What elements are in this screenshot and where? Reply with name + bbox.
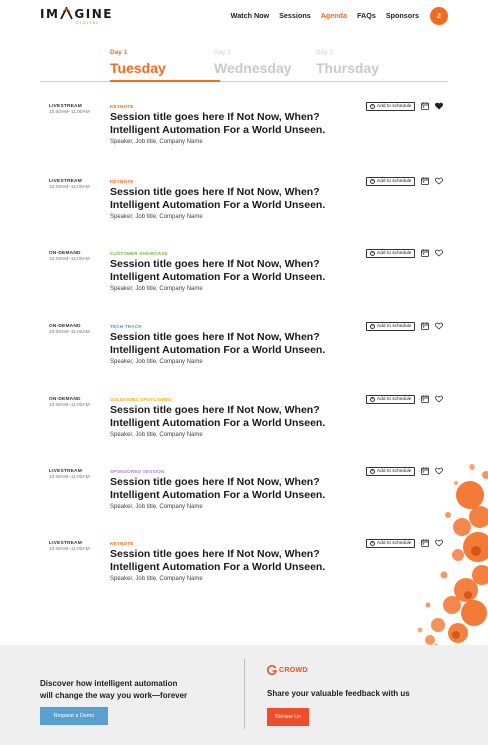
session-actions — [366, 248, 443, 258]
nav-sponsors[interactable]: Sponsors — [385, 11, 419, 20]
add-to-schedule-label: Add to schedule — [377, 250, 412, 256]
heart-icon[interactable] — [435, 249, 443, 257]
g2-icon — [267, 665, 277, 675]
session-speaker: Speaker, Job title, Company Name — [110, 214, 203, 220]
session-item — [0, 251, 488, 311]
heart-icon[interactable] — [435, 102, 443, 110]
session-title-line: Session title goes here If Not Now, When? — [110, 548, 320, 560]
demo-cta-title — [40, 678, 240, 702]
feedback-title: Share your valuable feedback with us — [267, 689, 410, 698]
demo-cta-line: Discover how intelligent automation — [40, 679, 178, 688]
session-title[interactable] — [110, 258, 340, 284]
session-type: ON-DEMAND — [49, 324, 81, 329]
plus-circle-icon: + — [371, 468, 374, 473]
session-title-line: Session title goes here If Not Now, When? — [110, 186, 320, 198]
footer-cta — [0, 645, 488, 745]
nav-sessions[interactable]: Sessions — [279, 11, 311, 20]
session-title-line: Intelligent Automation For a World Unseen. — [110, 489, 326, 501]
session-actions — [366, 321, 443, 331]
session-title[interactable] — [110, 331, 340, 357]
calendar-icon[interactable] — [421, 249, 429, 257]
add-to-schedule-label: Add to schedule — [377, 323, 412, 329]
calendar-icon[interactable] — [421, 102, 429, 110]
nav-faqs[interactable]: FAQs — [357, 11, 376, 20]
nav-watch-now[interactable]: Watch Now — [230, 11, 270, 20]
tab-day-label: Day 2 — [214, 49, 231, 56]
tab-day-name: Wednesday — [214, 60, 292, 76]
session-time: 10:00AM–11:00AM — [49, 110, 90, 115]
session-title-line: Session title goes here If Not Now, When? — [110, 404, 320, 416]
session-title-line: Intelligent Automation For a World Unseen. — [110, 199, 326, 211]
session-speaker: Speaker, Job title, Company Name — [110, 139, 203, 145]
nav-agenda[interactable]: Agenda — [320, 11, 348, 20]
session-speaker: Speaker, Job title, Company Name — [110, 286, 203, 292]
tab-day-1[interactable] — [110, 49, 220, 82]
session-category: KEYNOTE — [110, 179, 134, 184]
session-speaker: Speaker, Job title, Company Name — [110, 359, 203, 365]
review-us-button[interactable]: Review Us — [267, 708, 309, 726]
session-title[interactable] — [110, 548, 340, 574]
demo-cta-line: will change the way you work—forever — [40, 691, 188, 700]
logo-text-right: GINE — [74, 7, 113, 21]
session-item — [0, 104, 488, 164]
add-to-schedule-button[interactable] — [366, 322, 415, 331]
logo-subtitle: DIGITAL — [76, 21, 100, 25]
heart-icon[interactable] — [435, 395, 443, 403]
session-time: 10:00AM–11:00AM — [49, 403, 90, 408]
add-to-schedule-label: Add to schedule — [377, 468, 412, 474]
session-category: CUSTOMER SHOWCASE — [110, 251, 168, 256]
session-type: LIVESTREAM — [49, 541, 82, 546]
session-speaker: Speaker, Job title, Company Name — [110, 576, 203, 582]
add-to-schedule-label: Add to schedule — [377, 540, 412, 546]
tab-day-3[interactable] — [316, 49, 416, 82]
session-time: 10:00AM–11:00AM — [49, 475, 90, 480]
session-title-line: Session title goes here If Not Now, When? — [110, 476, 320, 488]
footer-divider — [244, 659, 245, 729]
add-to-schedule-button[interactable] — [366, 395, 415, 404]
session-time: 10:00AM–11:00AM — [49, 330, 90, 335]
session-title[interactable] — [110, 476, 340, 502]
session-type: ON-DEMAND — [49, 251, 81, 256]
plus-circle-icon: + — [371, 250, 374, 255]
add-to-schedule-label: Add to schedule — [377, 396, 412, 402]
plus-circle-icon: + — [371, 323, 374, 328]
session-category: TECH TRACK — [110, 324, 142, 329]
session-category: KEYNOTE — [110, 104, 134, 109]
session-title-line: Session title goes here If Not Now, When? — [110, 111, 320, 123]
session-title-line: Session title goes here If Not Now, When? — [110, 258, 320, 270]
main-nav — [221, 7, 448, 25]
session-actions — [366, 101, 443, 111]
session-title-line: Intelligent Automation For a World Unseen. — [110, 124, 326, 136]
heart-icon[interactable] — [435, 177, 443, 185]
add-to-schedule-button[interactable] — [366, 102, 415, 111]
calendar-icon[interactable] — [421, 322, 429, 330]
session-speaker: Speaker, Job title, Company Name — [110, 504, 203, 510]
session-title[interactable] — [110, 186, 340, 212]
tab-day-label: Day 3 — [316, 49, 333, 56]
session-title[interactable] — [110, 404, 340, 430]
session-title-line: Session title goes here If Not Now, When? — [110, 331, 320, 343]
add-to-schedule-label: Add to schedule — [377, 103, 412, 109]
plus-circle-icon: + — [371, 178, 374, 183]
imagine-digital-logo[interactable] — [40, 7, 113, 27]
calendar-icon[interactable] — [421, 177, 429, 185]
session-title[interactable] — [110, 111, 340, 137]
session-type: LIVESTREAM — [49, 179, 82, 184]
add-to-schedule-button[interactable] — [366, 249, 415, 258]
tab-day-label: Day 1 — [110, 49, 128, 56]
add-to-schedule-button[interactable] — [366, 177, 415, 186]
session-category: SPONSORED SESSION — [110, 469, 165, 474]
logo-a-icon — [60, 7, 73, 20]
tab-day-2[interactable] — [214, 49, 314, 82]
schedule-count-badge[interactable]: 2 — [430, 7, 448, 25]
g2-crowd-logo — [267, 665, 308, 675]
session-item — [0, 324, 488, 384]
session-item — [0, 397, 488, 457]
add-to-schedule-label: Add to schedule — [377, 178, 412, 184]
session-title-line: Intelligent Automation For a World Unseen. — [110, 344, 326, 356]
session-title-line: Intelligent Automation For a World Unseen. — [110, 417, 326, 429]
session-item — [0, 179, 488, 239]
session-actions — [366, 394, 443, 404]
session-type: ON-DEMAND — [49, 397, 81, 402]
session-time: 10:00AM–11:00AM — [49, 257, 90, 262]
session-category: KEYNOTE — [110, 541, 134, 546]
plus-circle-icon: + — [371, 103, 374, 108]
calendar-icon[interactable] — [421, 395, 429, 403]
orange-splash-decoration — [408, 455, 488, 655]
tab-day-name: Thursday — [316, 60, 380, 76]
session-speaker: Speaker, Job title, Company Name — [110, 432, 203, 438]
g2-brand-text: CROWD — [279, 666, 308, 674]
logo-wordmark — [40, 7, 113, 20]
session-title-line: Intelligent Automation For a World Unseen. — [110, 561, 326, 573]
session-time: 10:00AM–11:00AM — [49, 547, 90, 552]
day-tabs — [40, 49, 448, 82]
session-title-line: Intelligent Automation For a World Unseen. — [110, 271, 326, 283]
request-demo-button[interactable]: Request a Demo — [40, 707, 108, 725]
session-type: LIVESTREAM — [49, 469, 82, 474]
heart-icon[interactable] — [435, 322, 443, 330]
plus-circle-icon: + — [371, 396, 374, 401]
session-type: LIVESTREAM — [49, 104, 82, 109]
session-category: SOLUTIONS SPOTLIGHTS — [110, 397, 172, 402]
logo-text-left: IM — [40, 7, 60, 21]
tab-day-name: Tuesday — [110, 60, 166, 76]
plus-circle-icon: + — [371, 540, 374, 545]
session-time: 10:00AM–11:00AM — [49, 185, 90, 190]
site-header — [0, 0, 488, 32]
session-actions — [366, 176, 443, 186]
